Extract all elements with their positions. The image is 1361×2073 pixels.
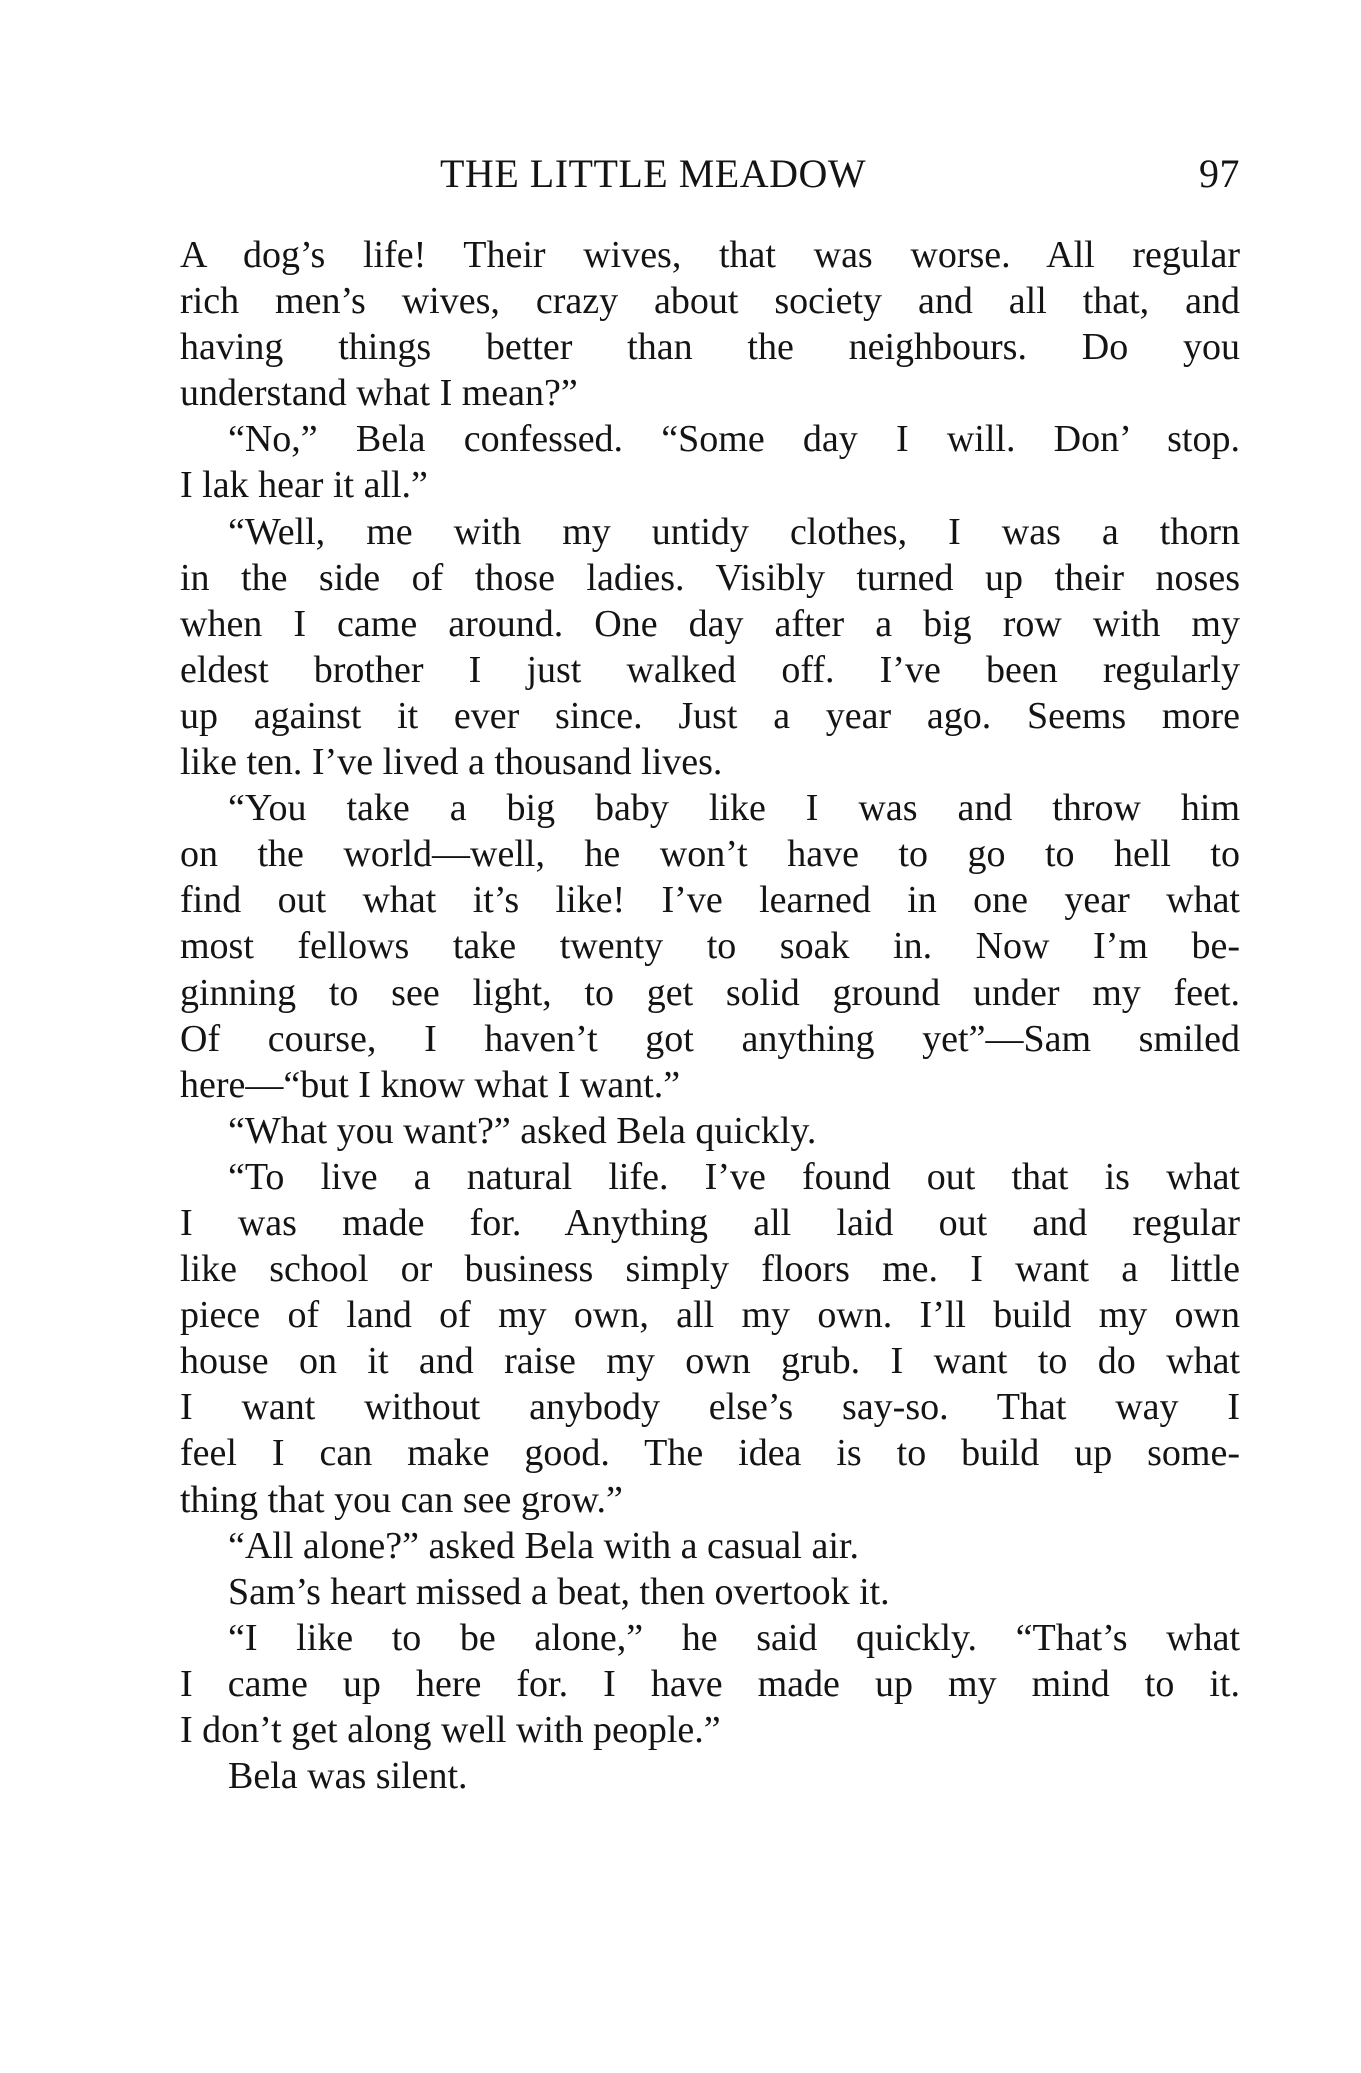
- text-line: house on it and raise my own grub. I want to do what: [180, 1340, 1240, 1383]
- text-line: I was made for. Anything all laid out and regular: [180, 1201, 1240, 1244]
- text-line: feel I can make good. The idea is to build up some-: [180, 1432, 1240, 1475]
- text-line: “Well, me with my untidy clothes, I was a thorn: [228, 510, 1240, 553]
- page-number: 97: [1199, 151, 1240, 196]
- text-line: having things better than the neighbours. Do you: [180, 326, 1240, 369]
- text-line: I don’t get along well with people.”: [180, 1709, 721, 1751]
- text-line: most fellows take twenty to soak in. Now I’m be-: [180, 925, 1240, 968]
- text-line: like ten. I’ve lived a thousand lives.: [180, 741, 723, 784]
- text-line: Bela was silent.: [228, 1755, 468, 1798]
- text-line: thing that you can see grow.”: [180, 1478, 623, 1521]
- text-line: “All alone?” asked Bela with a casual air.: [228, 1524, 859, 1567]
- running-head: [180, 146, 1240, 202]
- text-line: A dog’s life! Their wives, that was worse. All regular: [180, 234, 1240, 276]
- text-line: like school or business simply floors me. I want a little: [180, 1248, 1240, 1291]
- text-line: when I came around. One day after a big row with my: [180, 602, 1240, 645]
- text-line: understand what I mean?”: [180, 372, 578, 415]
- text-line: piece of land of my own, all my own. I’ll build my own: [180, 1294, 1240, 1337]
- text-line: here—“but I know what I want.”: [180, 1063, 681, 1106]
- text-line: ginning to see light, to get solid ground under my feet.: [180, 971, 1240, 1014]
- running-head-title: THE LITTLE MEADOW: [440, 151, 867, 196]
- text-line: rich men’s wives, crazy about society and all that, and: [180, 280, 1240, 323]
- page-body: [180, 232, 1240, 1799]
- text-line: Sam’s heart missed a beat, then overtook it.: [228, 1570, 890, 1613]
- text-line: eldest brother I just walked off. I’ve been regularly: [180, 648, 1240, 691]
- text-line: I lak hear it all.”: [180, 464, 428, 507]
- text-line: “You take a big baby like I was and throw him: [228, 787, 1240, 830]
- text-line: in the side of those ladies. Visibly turned up their noses: [180, 556, 1240, 599]
- text-line: find out what it’s like! I’ve learned in one year what: [180, 879, 1240, 922]
- text-line: up against it ever since. Just a year ago. Seems more: [180, 694, 1240, 737]
- text-line: I came up here for. I have made up my mind to it.: [180, 1662, 1240, 1705]
- text-line: on the world—well, he won’t have to go to hell to: [180, 833, 1240, 876]
- text-line: “No,” Bela confessed. “Some day I will. Don’ stop.: [228, 418, 1240, 461]
- text-line: “I like to be alone,” he said quickly. “That’s what: [228, 1616, 1240, 1659]
- text-line: Of course, I haven’t got anything yet”—Sam smiled: [180, 1017, 1240, 1060]
- text-line: I want without anybody else’s say-so. That way I: [180, 1386, 1240, 1429]
- text-line: “To live a natural life. I’ve found out that is what: [228, 1155, 1240, 1198]
- text-line: “What you want?” asked Bela quickly.: [228, 1109, 817, 1152]
